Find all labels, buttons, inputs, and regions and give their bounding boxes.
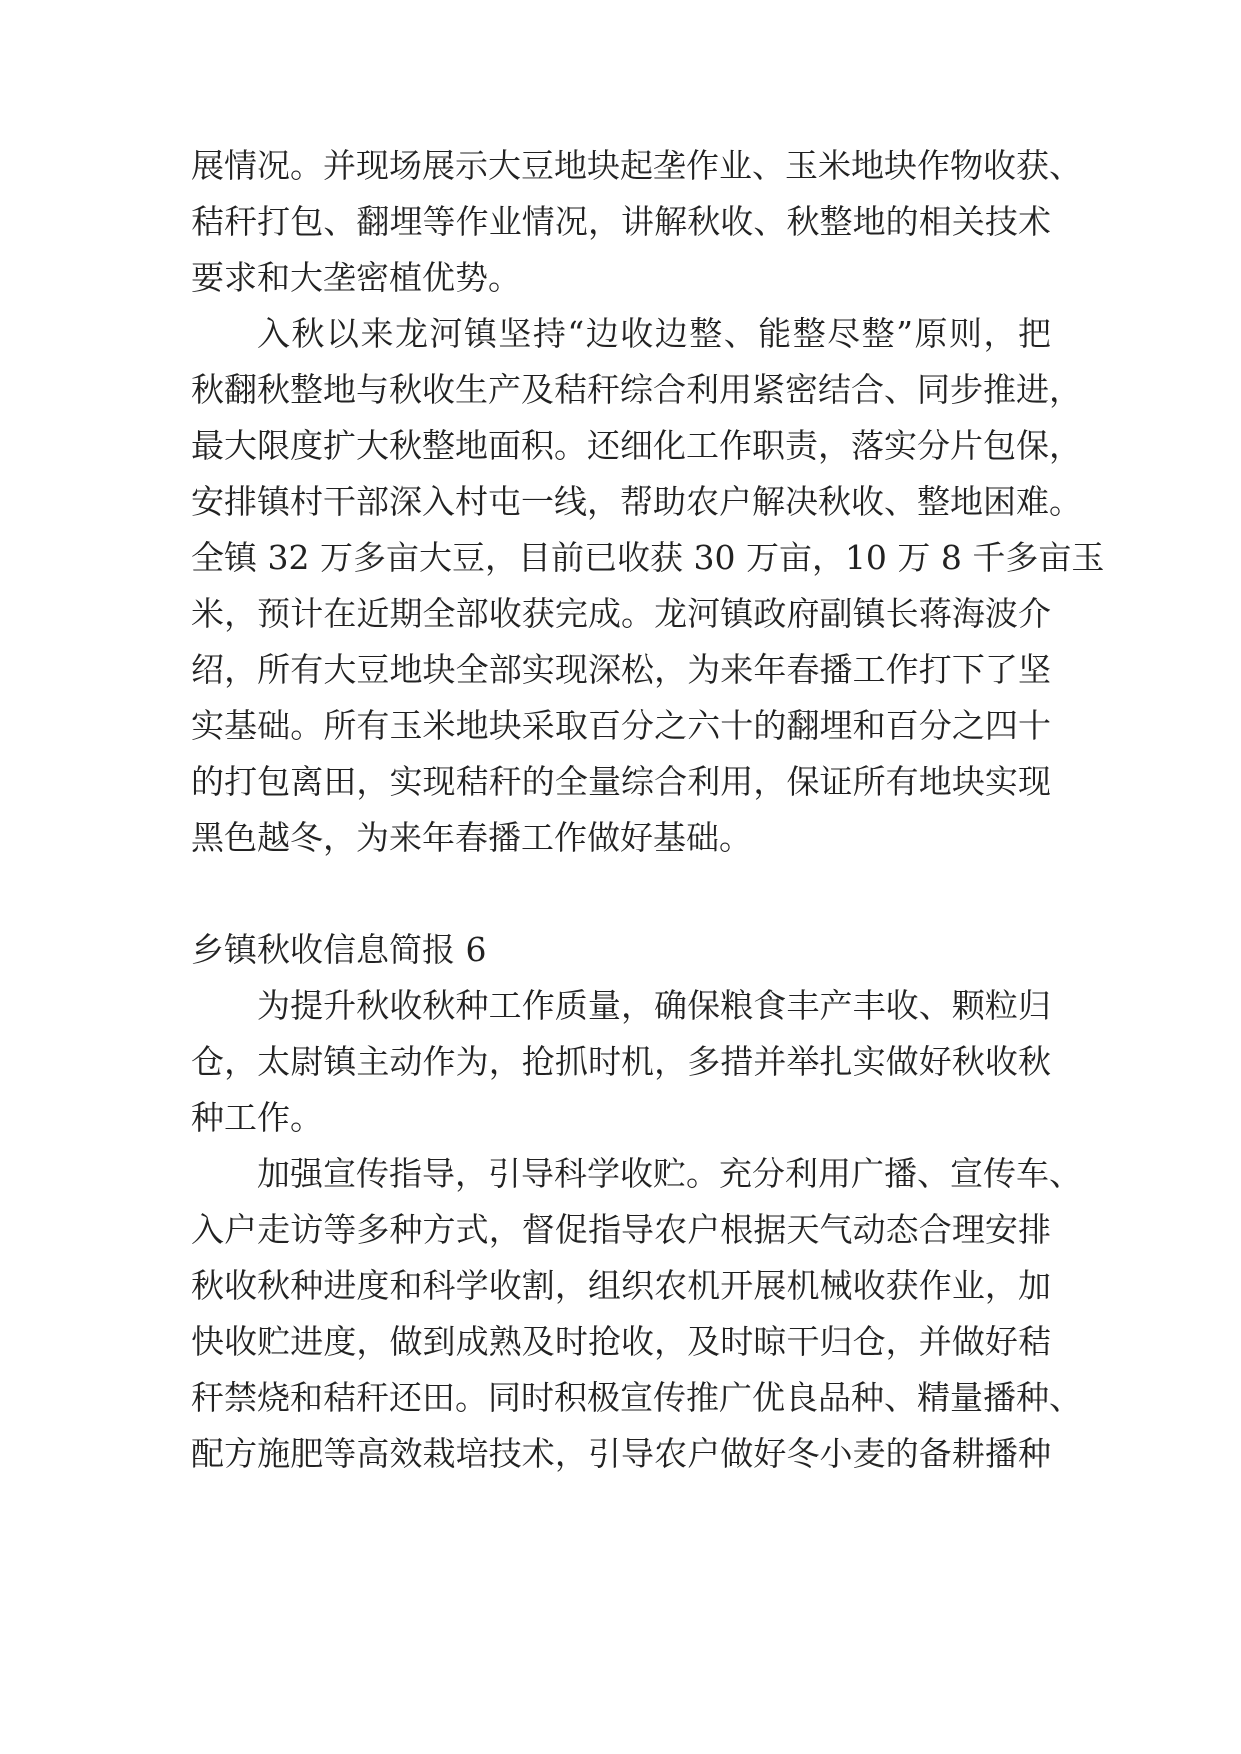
section-title: 乡镇秋收信息简报 6 <box>191 930 487 969</box>
body-text-line: 实基础。所有玉米地块采取百分之六十的翻埋和百分之四十 <box>191 706 1051 745</box>
body-text-line: 仓，太尉镇主动作为，抢抓时机，多措并举扎实做好秋收秋 <box>191 1042 1051 1081</box>
body-text-line: 种工作。 <box>191 1098 323 1137</box>
body-text-line: 为提升秋收秋种工作质量，确保粮食丰产丰收、颗粒归 <box>257 986 1051 1025</box>
body-text-line: 最大限度扩大秋整地面积。还细化工作职责，落实分片包保， <box>191 426 1082 465</box>
body-text-line: 绍，所有大豆地块全部实现深松，为来年春播工作打下了坚 <box>191 650 1051 689</box>
body-text-line: 安排镇村干部深入村屯一线，帮助农户解决秋收、整地困难。 <box>191 482 1082 521</box>
body-text-line: 米，预计在近期全部收获完成。龙河镇政府副镇长蒋海波介 <box>191 594 1051 633</box>
body-text-line: 全镇 32 万多亩大豆，目前已收获 30 万亩，10 万 8 千多亩玉 <box>191 538 1105 577</box>
body-text-line: 快收贮进度，做到成熟及时抢收，及时晾干归仓，并做好秸 <box>191 1322 1051 1361</box>
body-text-line: 入户走访等多种方式，督促指导农户根据天气动态合理安排 <box>191 1210 1051 1249</box>
body-text-line: 秋收秋种进度和科学收割，组织农机开展机械收获作业，加 <box>191 1266 1051 1305</box>
body-text-line: 秆禁烧和秸秆还田。同时积极宣传推广优良品种、精量播种、 <box>191 1378 1082 1417</box>
body-text-line: 配方施肥等高效栽培技术，引导农户做好冬小麦的备耕播种 <box>191 1434 1051 1473</box>
body-text-line: 秋翻秋整地与秋收生产及秸秆综合利用紧密结合、同步推进， <box>191 370 1082 409</box>
body-text-line: 黑色越冬，为来年春播工作做好基础。 <box>191 818 752 857</box>
body-text-line: 加强宣传指导，引导科学收贮。充分利用广播、宣传车、 <box>257 1154 1082 1193</box>
body-text-line: 入秋以来龙河镇坚持“边收边整、能整尽整”原则，把 <box>257 314 1051 353</box>
body-text-line: 秸秆打包、翻埋等作业情况，讲解秋收、秋整地的相关技术 <box>191 202 1051 241</box>
body-text-line: 的打包离田，实现秸秆的全量综合利用，保证所有地块实现 <box>191 762 1051 801</box>
body-text-line: 展情况。并现场展示大豆地块起垄作业、玉米地块作物收获、 <box>191 146 1082 185</box>
body-text-line: 要求和大垄密植优势。 <box>191 258 521 297</box>
